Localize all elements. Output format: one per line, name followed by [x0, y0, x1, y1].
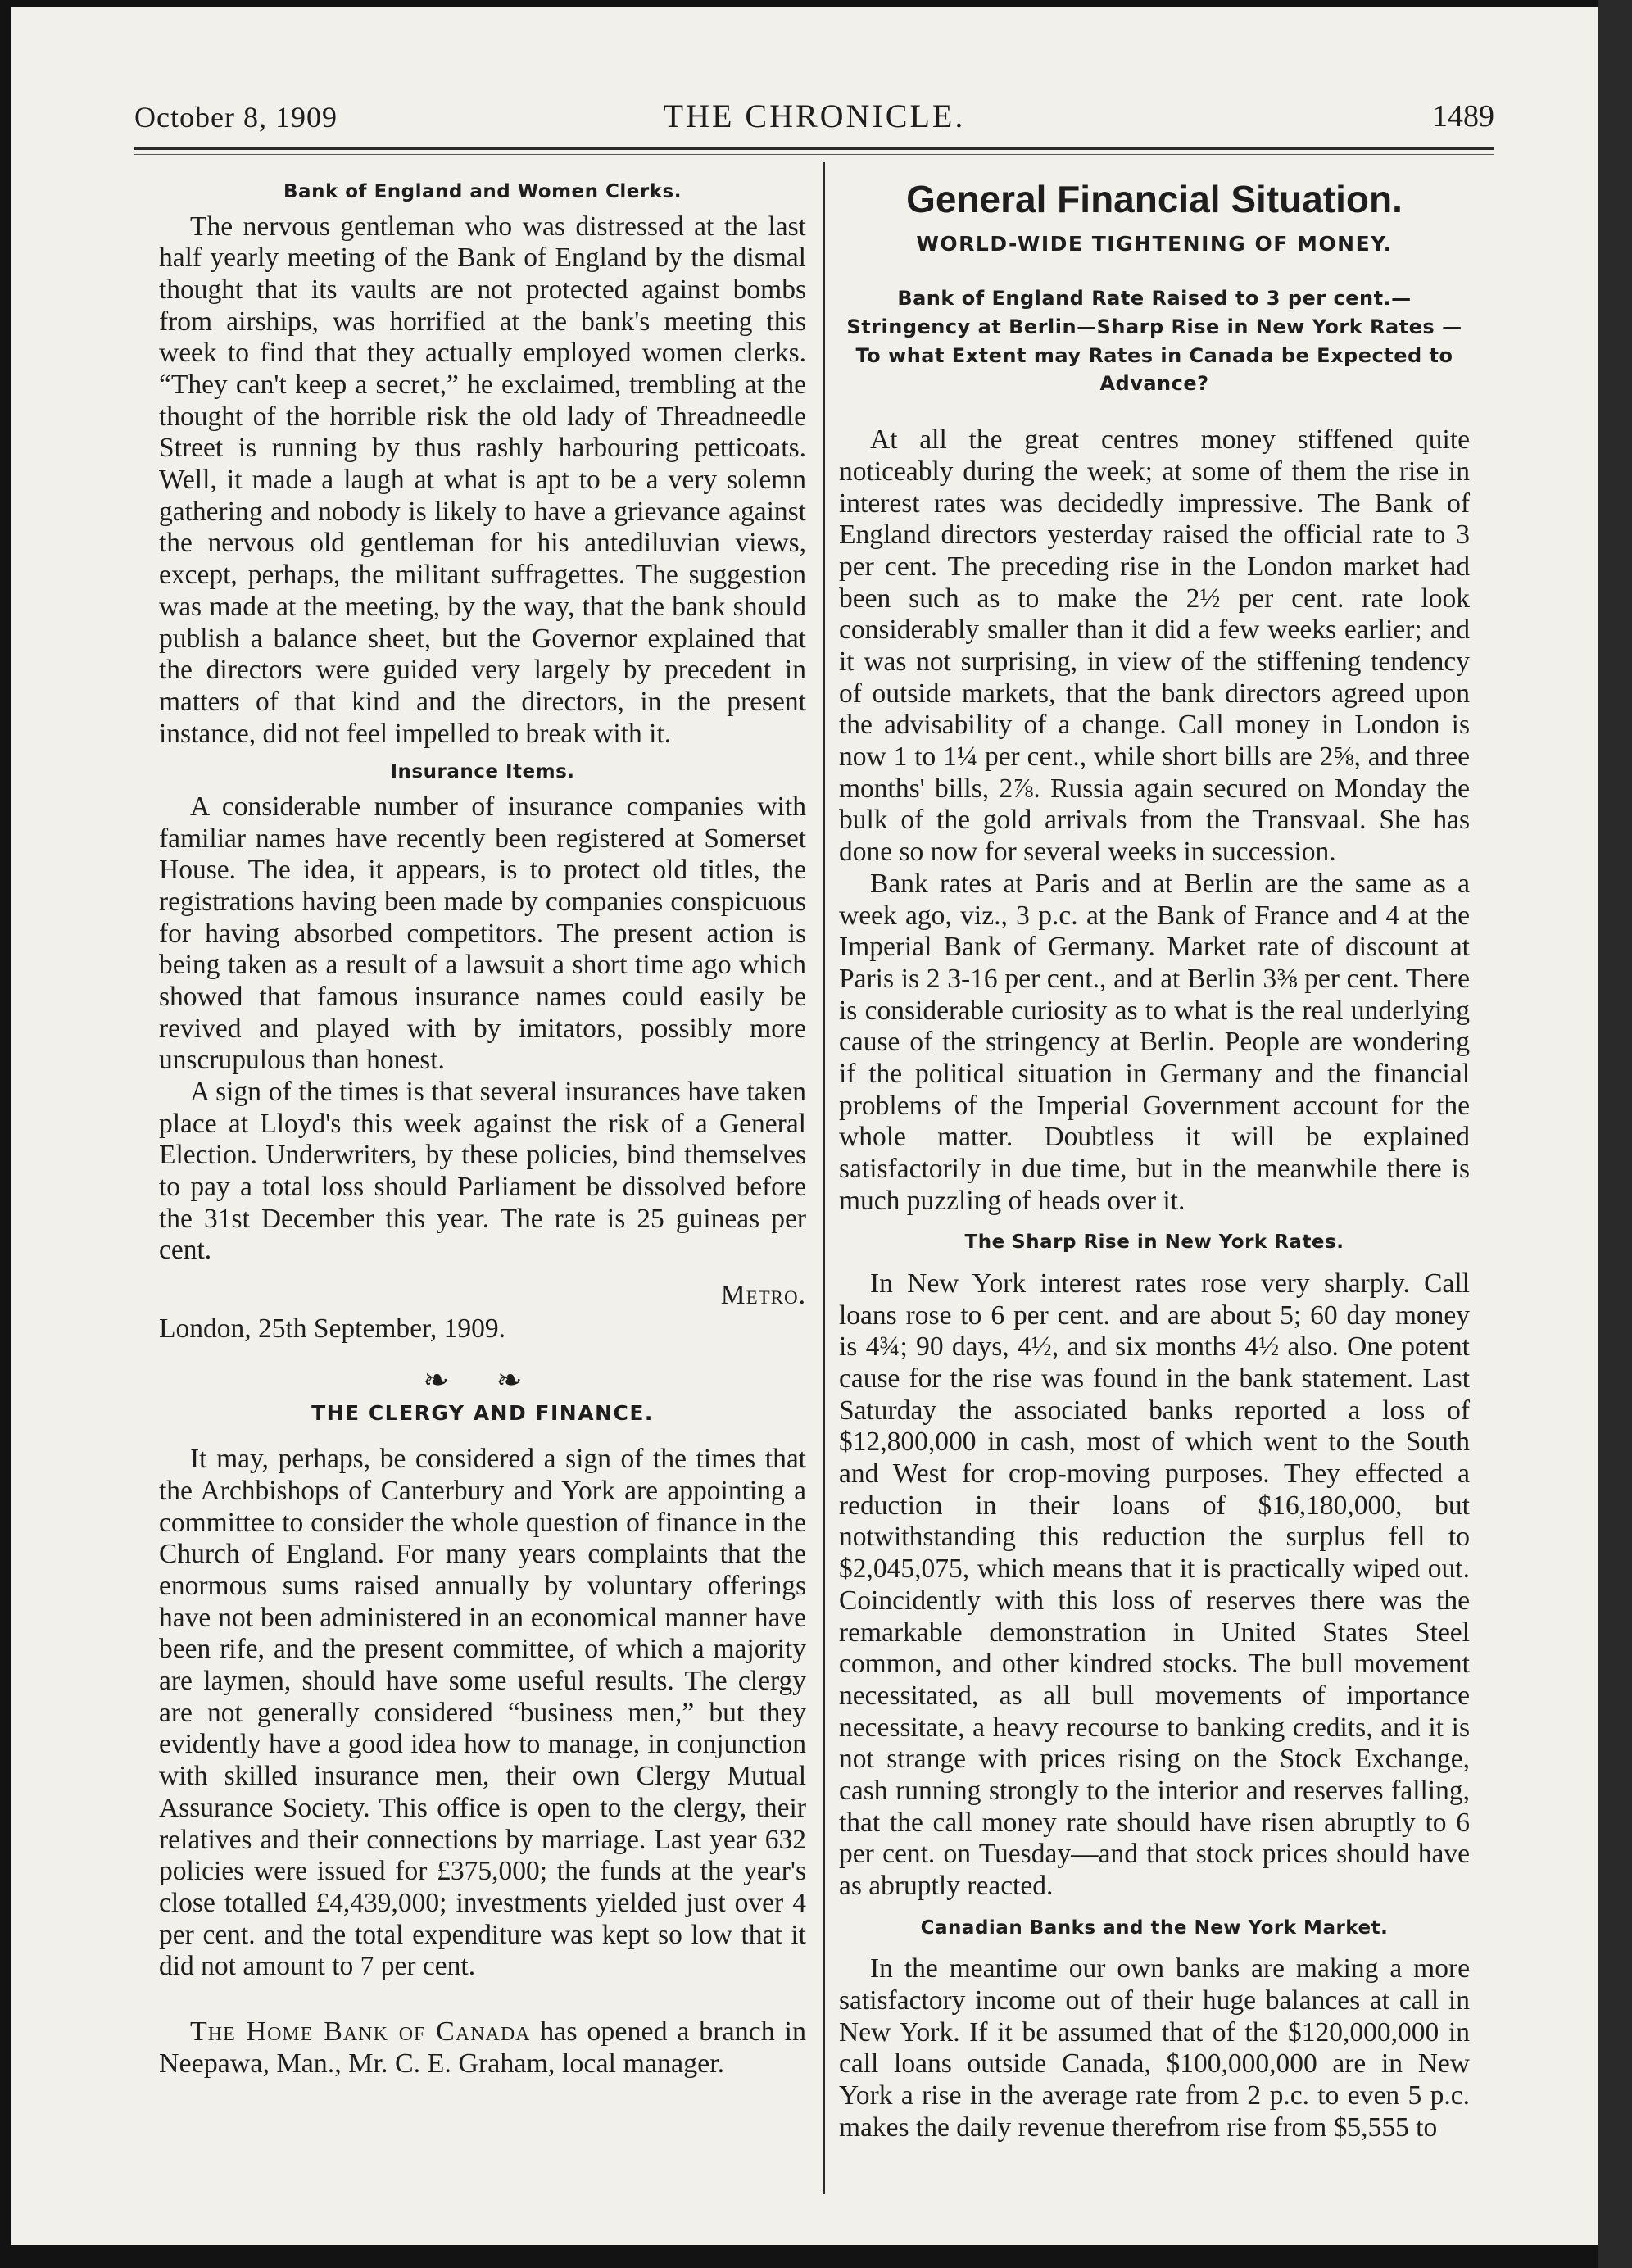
section-ornament: ❧ ❧: [423, 1363, 542, 1398]
canadian-banks-heading: Canadian Banks and the New York Market.: [920, 1916, 1389, 1939]
financial-paragraph-2: Bank rates at Paris and at Berlin are the same as a week ago, viz., 3 p.c. at the Bank of France and 4 at the Imperial Bank of Germany. Market rate of discount at Paris is 2 3-16 per cent., and at Berlin 3⅜ per cent. There is considerable curiosity as to what is the real underlying cause of the stringency at Berlin. People are wondering if the political situation in Germany and the financial problems of the Imperial Government account for the whole matter. Doubtless it will be explained satisfactorily in due time, but in the meanwhile there is much puzzling of heads over it.: [839, 868, 1470, 1216]
insurance-items-paragraph-2: A sign of the times is that several insurances have taken place at Lloyd's this week against the risk of a General Election. Underwriters, by these policies, bind themselves to pay a total loss should Parliament be dissolved before the 31st December this year. The rate is 25 guineas per cent.: [159, 1077, 806, 1266]
clergy-heading: THE CLERGY AND FINANCE.: [311, 1401, 654, 1426]
page-number: 1489: [1432, 99, 1494, 134]
insurance-items-paragraph-1: A considerable number of insurance companies with familiar names have recently been registered at Somerset House. The idea, it appears, is to protect old titles, the registrations having been made by companies conspicuous for having absorbed competitors. The present action is being taken as a result of a lawsuit a short time ago which showed that famous insurance names could easily be revived and played with by imitators, possibly more unscrupulous than honest.: [159, 791, 806, 1076]
article-deck: Bank of England Rate Raised to 3 per cent.—Stringency at Berlin—Sharp Rise in New York Rates —To what Extent may Rates in Canada be Expected to Advance?: [846, 287, 1462, 396]
women-clerks-paragraph: The nervous gentleman who was distressed at the last half yearly meeting of the Bank of England by the dismal thought that its vaults are not protected against bombs from airships, was horrified at the bank's meeting this week to find that they actually employed women clerks. “They can't keep a secret,” he exclaimed, trembling at the thought of the horrible risk the old lady of Threadneedle Street is running by thus rashly harbouring petticoats. Well, it made a laugh at what is apt to be a very solemn gathering and nobody is likely to have a grievance against the nervous old gentleman for his antediluvian views, except, perhaps, the militant suffragettes. The suggestion was made at the meeting, by the way, that the bank should publish a balance sheet, but the Governor explained that the directors were guided very largely by precedent in matters of that kind and the directors, in the present instance, did not feel impelled to break with it.: [159, 211, 806, 749]
canadian-banks-paragraph: In the meantime our own banks are making a more satisfactory income out of their huge balances at call in New York. If it be assumed that of the $120,000,000 in call loans outside Canada, $100,000,000 are in New York a rise in the average rate from 2 p.c. to even 5 p.c. makes the daily revenue therefrom rise from $5,555 to: [839, 1953, 1470, 2143]
clergy-paragraph: It may, perhaps, be considered a sign of the times that the Archbishops of Canterbury and York are appointing a committee to consider the whole question of finance in the Church of England. For many years complaints that the enormous sums raised annually by voluntary offerings have not been administered in an economical manner have been rife, and the present committee, of which a majority are laymen, should have some useful results. The clergy are not generally considered “business men,” but they evidently have a good idea how to manage, in conjunction with skilled insurance men, their own Clergy Mutual Assurance Society. This office is open to the clergy, their relatives and their connections by marriage. Last year 632 policies were issued for £375,000; the funds at the year's close totalled £4,439,000; investments yielded just over 4 per cent. and the total expenditure was kept so low that it did not amount to 7 per cent.: [159, 1444, 806, 1982]
article-headline: General Financial Situation.: [906, 178, 1403, 220]
women-clerks-heading: Bank of England and Women Clerks.: [283, 181, 682, 202]
left-column: [159, 175, 806, 2080]
new-york-heading: The Sharp Rise in New York Rates.: [964, 1232, 1344, 1254]
header-rule-thin: [134, 154, 1494, 155]
right-column: [839, 175, 1470, 2143]
article-subheadline: WORLD-WIDE TIGHTENING OF MONEY.: [916, 232, 1393, 256]
masthead-title: THE CHRONICLE.: [663, 98, 966, 134]
home-bank-name: The Home Bank of Canada: [190, 2016, 531, 2047]
new-york-paragraph: In New York interest rates rose very sharply. Call loans rose to 6 per cent. and are about 5; 60 day money is 4¾; 90 days, 4½, and six months 4½ also. One potent cause for the rise was found in the bank statement. Last Saturday the associated banks reported a loss of $12,800,000 in cash, most of which went to the South and West for crop-moving purposes. They effected a reduction in their loans of $16,180,000, but notwithstanding this reduction the surplus fell to $2,045,075, which means that it is practically wiped out. Coincidently with this loss of reserves there was the remarkable demonstration in United States Steel common, and other kindred stocks. The bull movement necessitated, as all bull movements of importance necessitate, a heavy recourse to banking credits, and it is not strange with prices rising on the Stock Exchange, cash running strongly to the interior and reserves falling, that the call money rate should have risen abruptly to 6 per cent. on Tuesday—and that stock prices should have as abruptly reacted.: [839, 1268, 1470, 1901]
financial-paragraph-1: At all the great centres money stiffened quite noticeably during the week; at some of them the rise in interest rates was decidedly impressive. The Bank of England directors yesterday raised the official rate to 3 per cent. The preceding rise in the London market had been such as to make the 2½ per cent. rate look considerably smaller than it did a few weeks earlier; and it was not surprising, in view of the stiffening tendency of outside markets, that the bank directors agreed upon the advisability of a change. Call money in London is now 1 to 1¼ per cent., while short bills are 2⅝, and three months' bills, 2⅞. Russia again secured on Monday the bulk of the gold arrivals from the Transvaal. She has done so now for several weeks in succession.: [839, 424, 1470, 868]
issue-date: October 8, 1909: [134, 101, 338, 134]
home-bank-notice-text: has opened a branch in Neepawa, Man., Mr. C. E. Graham, local manager.: [159, 2016, 806, 2080]
correspondent-signoff: Metro.: [720, 1280, 806, 1311]
insurance-items-heading: Insurance Items.: [390, 761, 575, 783]
home-bank-notice: [159, 2016, 806, 2080]
newspaper-page: [11, 7, 1598, 2245]
header-rule: [134, 147, 1494, 150]
scan-edge: [1598, 0, 1632, 2268]
column-divider: [823, 162, 825, 2194]
letter-dateline: London, 25th September, 1909.: [159, 1313, 505, 1344]
running-header: [134, 88, 1494, 146]
